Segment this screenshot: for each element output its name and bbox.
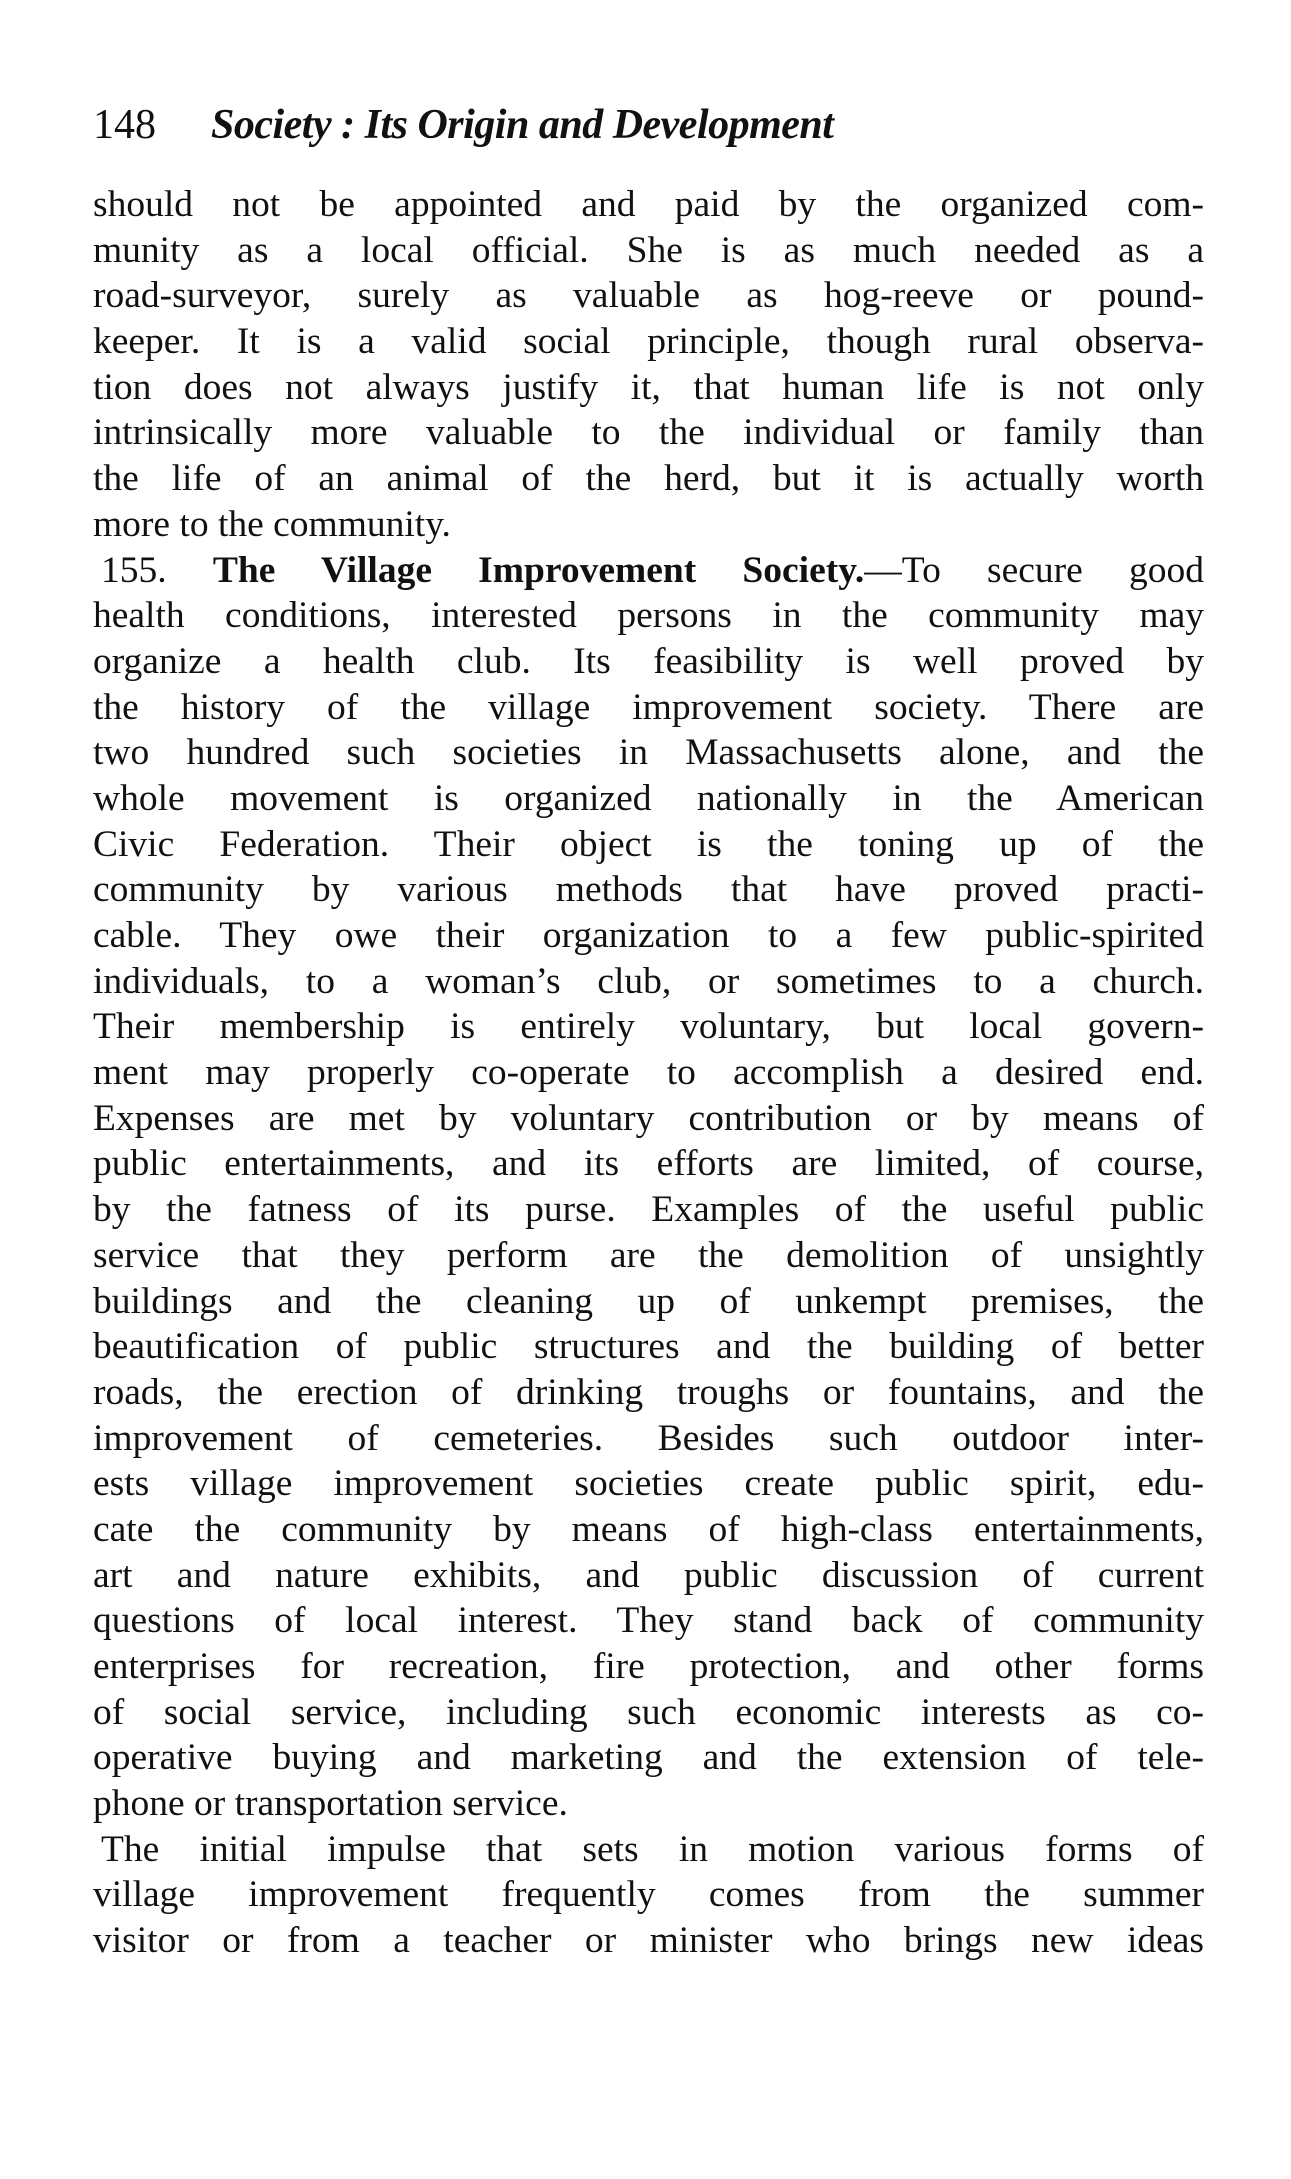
text-line: individuals, to a woman’s club, or sometimes to a church.: [93, 960, 1204, 1002]
section-number: 155.: [101, 549, 167, 591]
text-line: cable. They owe their organization to a few public-spirited: [93, 915, 1204, 956]
text-line: health conditions, interested persons in the community may: [93, 595, 1204, 637]
text-line: cate the community by means of high-class entertainments,: [93, 1508, 1204, 1550]
section-lead-text: —To secure good: [864, 549, 1204, 591]
running-header: [93, 100, 1204, 150]
page-body-text: [93, 182, 1204, 1964]
text-line: the history of the village improvement society. There are: [93, 686, 1204, 728]
text-line: questions of local interest. They stand back of community: [93, 1600, 1204, 1642]
text-line: community by various methods that have proved practi-: [93, 869, 1204, 911]
text-line: phone or transportation service.: [93, 1783, 568, 1825]
text-line: the life of an animal of the herd, but it is actually worth: [93, 458, 1204, 500]
text-line: ment may properly co-operate to accomplish a desired end.: [93, 1052, 1204, 1094]
text-line: beautification of public structures and the building of better: [93, 1326, 1204, 1368]
running-title: Society : Its Origin and Development: [211, 102, 834, 148]
text-line: visitor or from a teacher or minister who brings new ideas: [93, 1920, 1204, 1962]
text-line: should not be appointed and paid by the organized com-: [93, 184, 1204, 225]
text-line: tion does not always justify it, that human life is not only: [93, 366, 1204, 408]
text-line: roads, the erection of drinking troughs or fountains, and the: [93, 1371, 1204, 1413]
text-line: keeper. It is a valid social principle, though rural observa-: [93, 321, 1204, 363]
text-line: enterprises for recreation, fire protection, and other forms: [93, 1646, 1204, 1687]
text-line: ests village improvement societies create public spirit, edu-: [93, 1463, 1204, 1505]
text-line: munity as a local official. She is as much needed as a: [93, 229, 1204, 271]
text-line: road-surveyor, surely as valuable as hog-reeve or pound-: [93, 275, 1204, 317]
text-line: of social service, including such economic interests as co-: [93, 1691, 1204, 1733]
section-heading: The Village Improvement Society.: [212, 549, 865, 591]
text-line: Expenses are met by voluntary contribution or by means of: [93, 1097, 1204, 1139]
text-line: Their membership is entirely voluntary, but local govern-: [93, 1006, 1204, 1048]
text-line: buildings and the cleaning up of unkempt premises, the: [93, 1280, 1204, 1322]
text-line: operative buying and marketing and the extension of tele-: [93, 1737, 1204, 1779]
text-line: organize a health club. Its feasibility is well proved by: [93, 640, 1204, 682]
text-line: public entertainments, and its efforts are limited, of course,: [93, 1143, 1204, 1185]
page-number: 148: [93, 102, 156, 148]
text-line: art and nature exhibits, and public discussion of current: [93, 1554, 1204, 1596]
text-line: by the fatness of its purse. Examples of the useful public: [93, 1189, 1204, 1231]
text-line: [93, 548, 1204, 594]
text-line: service that they perform are the demolition of unsightly: [93, 1234, 1204, 1276]
text-line: two hundred such societies in Massachusetts alone, and the: [93, 732, 1204, 774]
text-line: whole movement is organized nationally in the American: [93, 777, 1204, 819]
text-line: village improvement frequently comes from the summer: [93, 1874, 1204, 1916]
text-line: improvement of cemeteries. Besides such outdoor inter-: [93, 1417, 1204, 1459]
text-line: intrinsically more valuable to the individual or family than: [93, 412, 1204, 454]
text-line: Civic Federation. Their object is the toning up of the: [93, 823, 1204, 865]
text-line: The initial impulse that sets in motion various forms of: [101, 1828, 1204, 1870]
text-line: more to the community.: [93, 503, 451, 545]
